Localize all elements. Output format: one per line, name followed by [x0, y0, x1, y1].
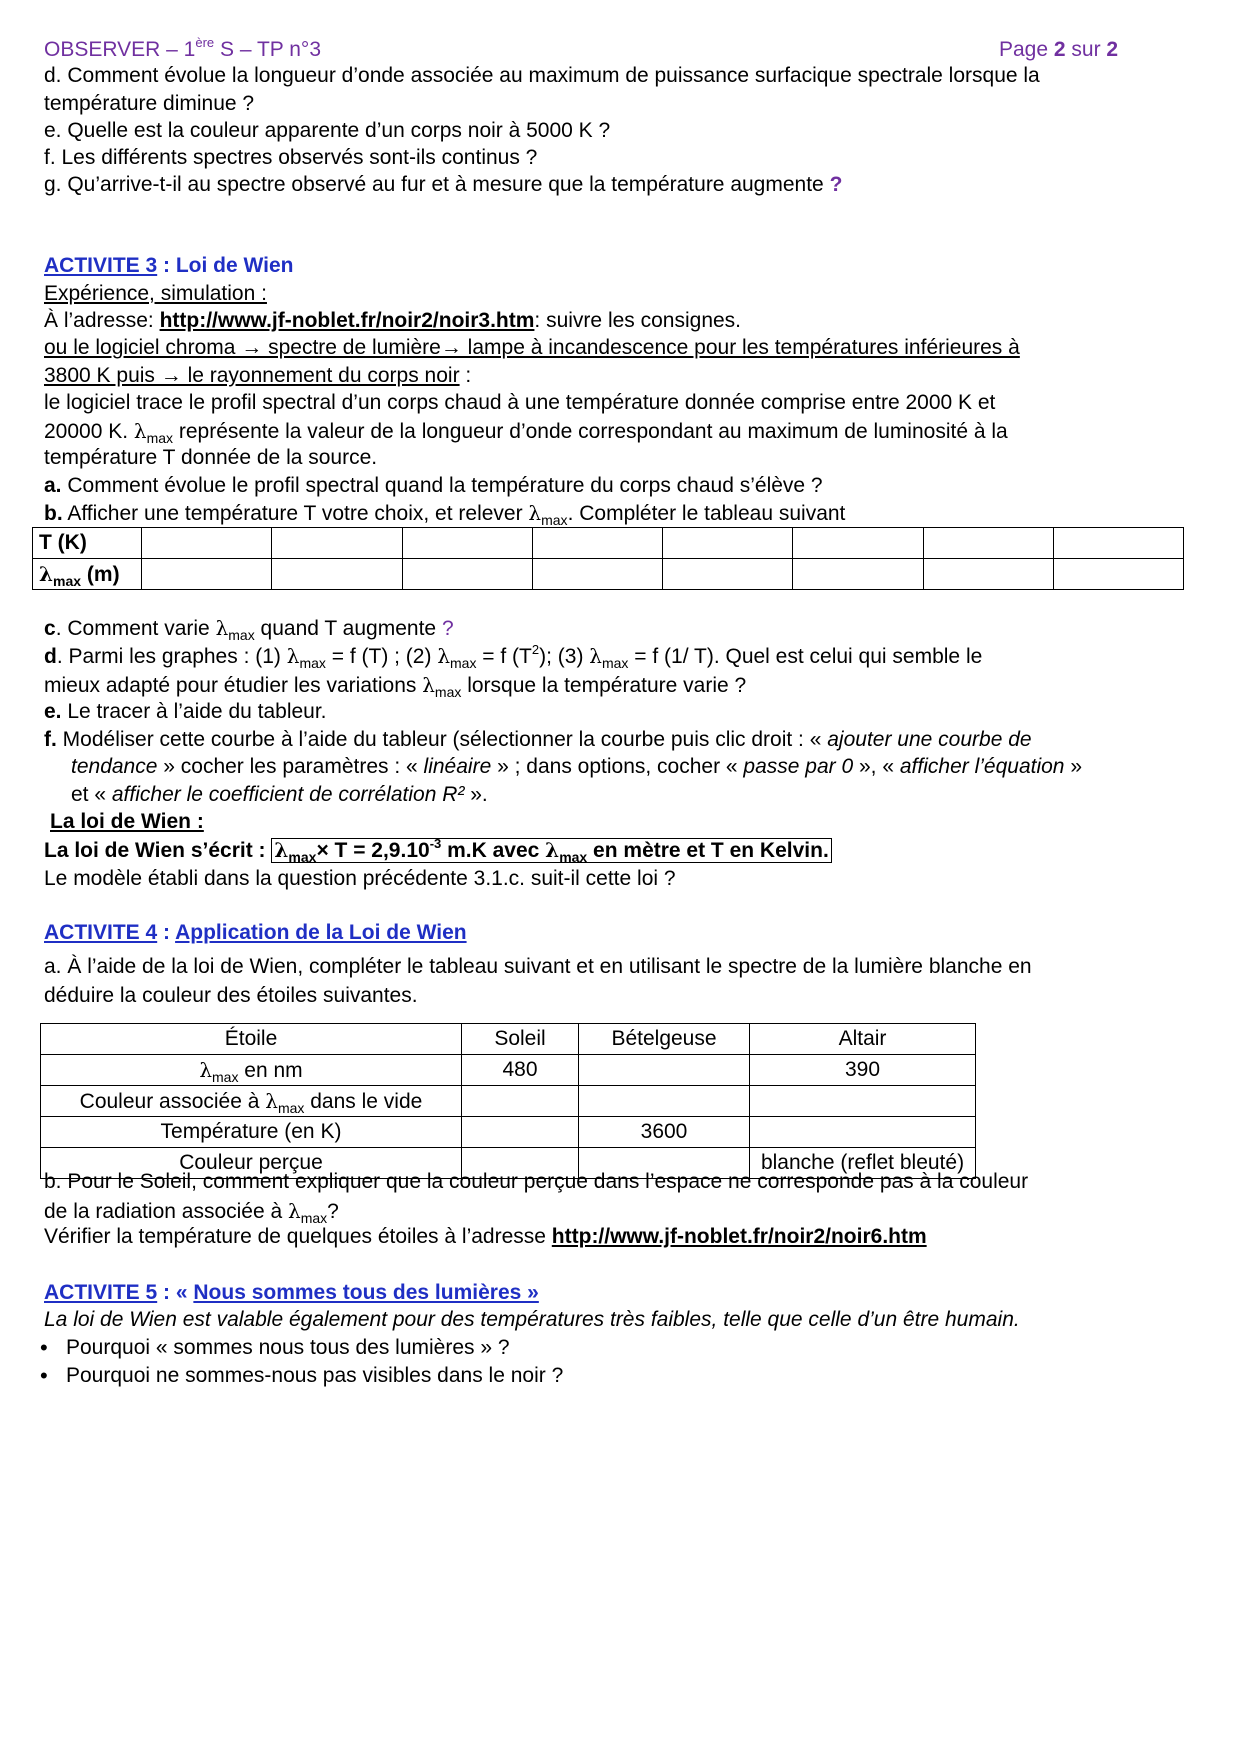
- wien-box-a: × T = 2,9.10: [316, 839, 430, 862]
- table-header: Soleil: [462, 1024, 579, 1055]
- address-url-link[interactable]: http://www.jf-noblet.fr/noir2/noir3.htm: [159, 309, 535, 332]
- question-3c: [44, 613, 454, 644]
- activite4-link[interactable]: ACTIVITE 4: [44, 921, 158, 944]
- table-cell[interactable]: [750, 1086, 976, 1117]
- question-3f-line2: [71, 752, 1082, 782]
- lambda-symbol: λ: [528, 501, 542, 525]
- couleur-pre: Couleur associée à: [79, 1089, 266, 1113]
- question-3c-pre: . Comment varie: [55, 617, 216, 640]
- table-row: [33, 559, 1184, 590]
- table-row-label: Couleur perçue: [41, 1148, 462, 1179]
- wien-pre: La loi de Wien s’écrit :: [44, 839, 272, 862]
- max-sub: max: [300, 1210, 328, 1226]
- lineaire-text: linéaire: [423, 755, 492, 778]
- page-num: 2: [1053, 38, 1066, 61]
- question-3c-post: quand T augmente: [254, 617, 442, 640]
- list-item: [40, 1333, 510, 1363]
- question-g: [44, 170, 842, 200]
- lambda-symbol: λ: [288, 1199, 301, 1223]
- question-3b: [44, 498, 845, 529]
- question-3b-pre: Afficher une température T votre choix, et relever: [62, 502, 529, 525]
- question-4a-line1: a. À l’aide de la loi de Wien, compléter le tableau suivant et en utilisant le spectre de la lumière blanche en: [44, 955, 1032, 978]
- qf3-b: ».: [464, 783, 488, 806]
- wien-law-line: [44, 835, 832, 866]
- trace-line2-pre: 20000 K.: [44, 420, 134, 443]
- page-label: Page: [999, 38, 1054, 61]
- qf2-b: » ; dans options, cocher «: [491, 755, 744, 778]
- table-cell[interactable]: [402, 528, 532, 559]
- header-course-sup: ère: [195, 35, 215, 50]
- activite5-link[interactable]: ACTIVITE 5: [44, 1281, 158, 1304]
- lambda-symbol: λ: [199, 1057, 213, 1082]
- max-sub: max: [146, 430, 174, 446]
- max-sub: max: [434, 684, 462, 700]
- question-3f-line3: [71, 780, 488, 810]
- table-cell[interactable]: [579, 1086, 750, 1117]
- question-3d-part1: = f (T) ; (2): [325, 645, 438, 668]
- activite5-title-link[interactable]: Nous sommes tous des lumières »: [193, 1281, 539, 1304]
- lambda-symbol: λ: [265, 1088, 278, 1113]
- question-3f-label: f.: [44, 728, 57, 751]
- table-row: [33, 528, 1184, 559]
- table-cell[interactable]: [750, 1117, 976, 1148]
- qf2-a: » cocher les paramètres : «: [157, 755, 424, 778]
- question-3f-pre: Modéliser cette courbe à l’aide du tableur (sélectionner la courbe puis clic droit : «: [56, 728, 828, 751]
- question-3d-label: d: [44, 645, 57, 668]
- question-3a-text: Comment évolue le profil spectral quand la température du corps chaud s’élève ?: [61, 474, 823, 497]
- page-total: 2: [1106, 38, 1119, 61]
- table-cell[interactable]: [462, 1117, 579, 1148]
- max-sub: max: [277, 1099, 305, 1116]
- lambda-symbol: λ: [133, 419, 147, 443]
- table-cell-label: [33, 559, 142, 590]
- question-3f-line1: [44, 725, 1032, 755]
- wien-heading: La loi de Wien :: [50, 810, 204, 833]
- lambda-symbol: λ: [274, 838, 289, 862]
- question-3a-label: a.: [44, 474, 62, 497]
- wien-measure-table: [32, 527, 1184, 590]
- unit-text: (m): [81, 562, 120, 586]
- question-d-line2: température diminue ?: [44, 92, 255, 115]
- max-sub: max: [559, 849, 588, 865]
- table-row: [41, 1024, 976, 1055]
- activite5-sep: : «: [157, 1281, 194, 1304]
- question-3d2-pre: mieux adapté pour étudier les variations: [44, 674, 423, 697]
- question-3e-text: Le tracer à l’aide du tableur.: [61, 700, 327, 723]
- question-e: e. Quelle est la couleur apparente d’un corps noir à 5000 K ?: [44, 119, 611, 142]
- question-3c-label: c: [44, 617, 56, 640]
- question-3d-pre: . Parmi les graphes : (1): [56, 645, 287, 668]
- table-row: [41, 1117, 976, 1148]
- table-cell[interactable]: [272, 528, 402, 559]
- question-d-line1: d. Comment évolue la longueur d’onde associée au maximum de puissance surfacique spectrale lorsque la: [44, 64, 1040, 87]
- table-cell[interactable]: [663, 528, 793, 559]
- wien-box-b: m.K avec: [441, 839, 546, 862]
- max-sub: max: [299, 655, 326, 671]
- lambda-symbol: λ: [437, 644, 450, 668]
- table-header: Altair: [750, 1024, 976, 1055]
- activite5-intro: La loi de Wien est valable également pour des températures très faibles, telle que celle d’un être humain.: [44, 1308, 1020, 1331]
- bullet-icon: •: [40, 1363, 48, 1388]
- qf2-d: »: [1064, 755, 1082, 778]
- header-course-rest: S – TP n°3: [214, 38, 322, 61]
- table-cell[interactable]: [272, 559, 402, 590]
- question-4b-line1: b. Pour le Soleil, comment expliquer que la couleur perçue dans l’espace ne corresponde pas à la couleur: [44, 1170, 1029, 1193]
- chroma-line2-text: 3800 K puis → le rayonnement du corps noir: [44, 364, 460, 387]
- question-3d-part2: = f (T: [476, 645, 532, 668]
- table-cell[interactable]: [532, 559, 662, 590]
- couleur-post: dans le vide: [304, 1089, 423, 1113]
- question-4b2-pre: de la radiation associée à: [44, 1200, 288, 1223]
- table-cell[interactable]: blanche (reflet bleuté): [750, 1148, 976, 1179]
- question-3e-label: e.: [44, 700, 62, 723]
- unit-text: en nm: [238, 1058, 303, 1082]
- table-cell[interactable]: 480: [462, 1055, 579, 1086]
- max-sub: max: [541, 512, 568, 528]
- activite4-title-link[interactable]: Application de la Loi de Wien: [175, 921, 467, 944]
- address-line: [44, 306, 741, 336]
- table-cell[interactable]: 3600: [579, 1117, 750, 1148]
- question-g-text: g. Qu’arrive-t-il au spectre observé au fur et à mesure que la température augmente: [44, 173, 830, 196]
- table-cell[interactable]: [793, 528, 923, 559]
- table-cell[interactable]: [1053, 528, 1183, 559]
- question-3d-part3: ); (3): [539, 645, 590, 668]
- max-sub: max: [53, 572, 82, 589]
- chroma-line2-post: :: [459, 364, 472, 387]
- table-cell[interactable]: [923, 528, 1053, 559]
- question-3d: [44, 641, 982, 672]
- verif-pre: Vérifier la température de quelques étoiles à l’adresse: [44, 1225, 552, 1248]
- bullet-icon: •: [40, 1335, 48, 1360]
- lambda-symbol: λ: [215, 616, 229, 640]
- question-3d-part4: = f (1/ T). Quel est celui qui semble le: [628, 645, 983, 668]
- wien-box-sup: -3: [429, 836, 442, 851]
- question-g-mark: ?: [829, 173, 843, 196]
- qf2-c: », «: [853, 755, 900, 778]
- lambda-symbol: λ: [39, 561, 54, 586]
- question-3b-label: b.: [44, 502, 63, 525]
- max-sub: max: [228, 627, 255, 643]
- max-sub: max: [288, 849, 317, 865]
- verif-url-link[interactable]: http://www.jf-noblet.fr/noir2/noir6.htm: [551, 1225, 927, 1248]
- table-row-label: Température (en K): [41, 1117, 462, 1148]
- table-row: [41, 1055, 976, 1086]
- table-row: [41, 1086, 976, 1117]
- question-3b-post: . Compléter le tableau suivant: [567, 502, 846, 525]
- table-cell[interactable]: [579, 1055, 750, 1086]
- question-3d2-post: lorsque la température varie ?: [461, 674, 747, 697]
- table-row-label: [41, 1055, 462, 1086]
- table-cell[interactable]: [402, 559, 532, 590]
- trace-line1: le logiciel trace le profil spectral d’un corps chaud à une température donnée comprise entre 2000 K et: [44, 391, 996, 414]
- afficher-equation-text: afficher l’équation: [899, 755, 1065, 778]
- table-cell-label: T (K): [33, 528, 142, 559]
- trace-line3: température T donnée de la source.: [44, 446, 378, 469]
- verif-line: [44, 1222, 927, 1252]
- question-f: f. Les différents spectres observés sont-ils continus ?: [44, 146, 538, 169]
- activite3-title: [44, 251, 294, 281]
- page-sep: sur: [1065, 38, 1107, 61]
- chroma-line1: ou le logiciel chroma → spectre de lumière→ lampe à incandescence pour les températures inférieures à: [44, 336, 1020, 359]
- qf3-a: et «: [71, 783, 112, 806]
- activite5-title: [44, 1278, 539, 1308]
- question-3f-italic: ajouter une courbe de: [827, 728, 1032, 751]
- max-sub: max: [601, 655, 629, 671]
- table-cell[interactable]: [142, 528, 272, 559]
- table-header: Étoile: [41, 1024, 462, 1055]
- tendance-text: tendance: [71, 755, 158, 778]
- question-4b2-post: ?: [327, 1200, 339, 1223]
- address-post: : suivre les consignes.: [534, 309, 742, 332]
- chroma-line2: [44, 361, 471, 391]
- list-item-text: Pourquoi ne sommes-nous pas visibles dans le noir ?: [66, 1364, 564, 1387]
- lambda-symbol: λ: [545, 838, 560, 862]
- question-3a: [44, 471, 823, 501]
- table-row-label: [41, 1086, 462, 1117]
- table-cell[interactable]: 390: [750, 1055, 976, 1086]
- table-cell[interactable]: [532, 528, 662, 559]
- passe-par-0-text: passe par 0: [743, 755, 854, 778]
- header-course-text: OBSERVER – 1: [44, 38, 196, 61]
- table-cell[interactable]: [663, 559, 793, 590]
- activite3-title-rest: : Loi de Wien: [157, 254, 294, 277]
- question-3c-mark: ?: [441, 617, 454, 640]
- question-3e: [44, 697, 327, 727]
- activite4-title: [44, 918, 467, 948]
- lambda-symbol: λ: [589, 644, 602, 668]
- coefficient-text: afficher le coefficient de corrélation R²: [111, 783, 465, 806]
- wien-law-box: [271, 838, 831, 863]
- modele-question: Le modèle établi dans la question précédente 3.1.c. suit-il cette loi ?: [44, 867, 676, 890]
- stars-table: [40, 1023, 976, 1179]
- experience-heading: Expérience, simulation :: [44, 282, 267, 305]
- table-cell[interactable]: [1053, 559, 1183, 590]
- question-4a-line2: déduire la couleur des étoiles suivantes.: [44, 984, 418, 1007]
- table-header: Bételgeuse: [579, 1024, 750, 1055]
- question-3d-sup: 2: [531, 642, 540, 657]
- max-sub: max: [212, 1068, 239, 1085]
- table-cell[interactable]: [142, 559, 272, 590]
- trace-line2-post: représente la valeur de la longueur d’onde correspondant au maximum de luminosité à la: [173, 420, 1008, 443]
- lambda-symbol: λ: [286, 644, 300, 668]
- address-pre: À l’adresse:: [44, 309, 160, 332]
- table-cell[interactable]: [462, 1086, 579, 1117]
- list-item: [40, 1361, 564, 1391]
- activite3-link[interactable]: ACTIVITE 3: [44, 254, 158, 277]
- table-cell[interactable]: [793, 559, 923, 590]
- list-item-text: Pourquoi « sommes nous tous des lumières » ?: [66, 1336, 510, 1359]
- max-sub: max: [450, 655, 477, 671]
- table-cell[interactable]: [923, 559, 1053, 590]
- wien-box-c: en mètre et T en Kelvin.: [587, 839, 829, 862]
- activite4-sep: :: [157, 921, 176, 944]
- lambda-symbol: λ: [422, 673, 435, 697]
